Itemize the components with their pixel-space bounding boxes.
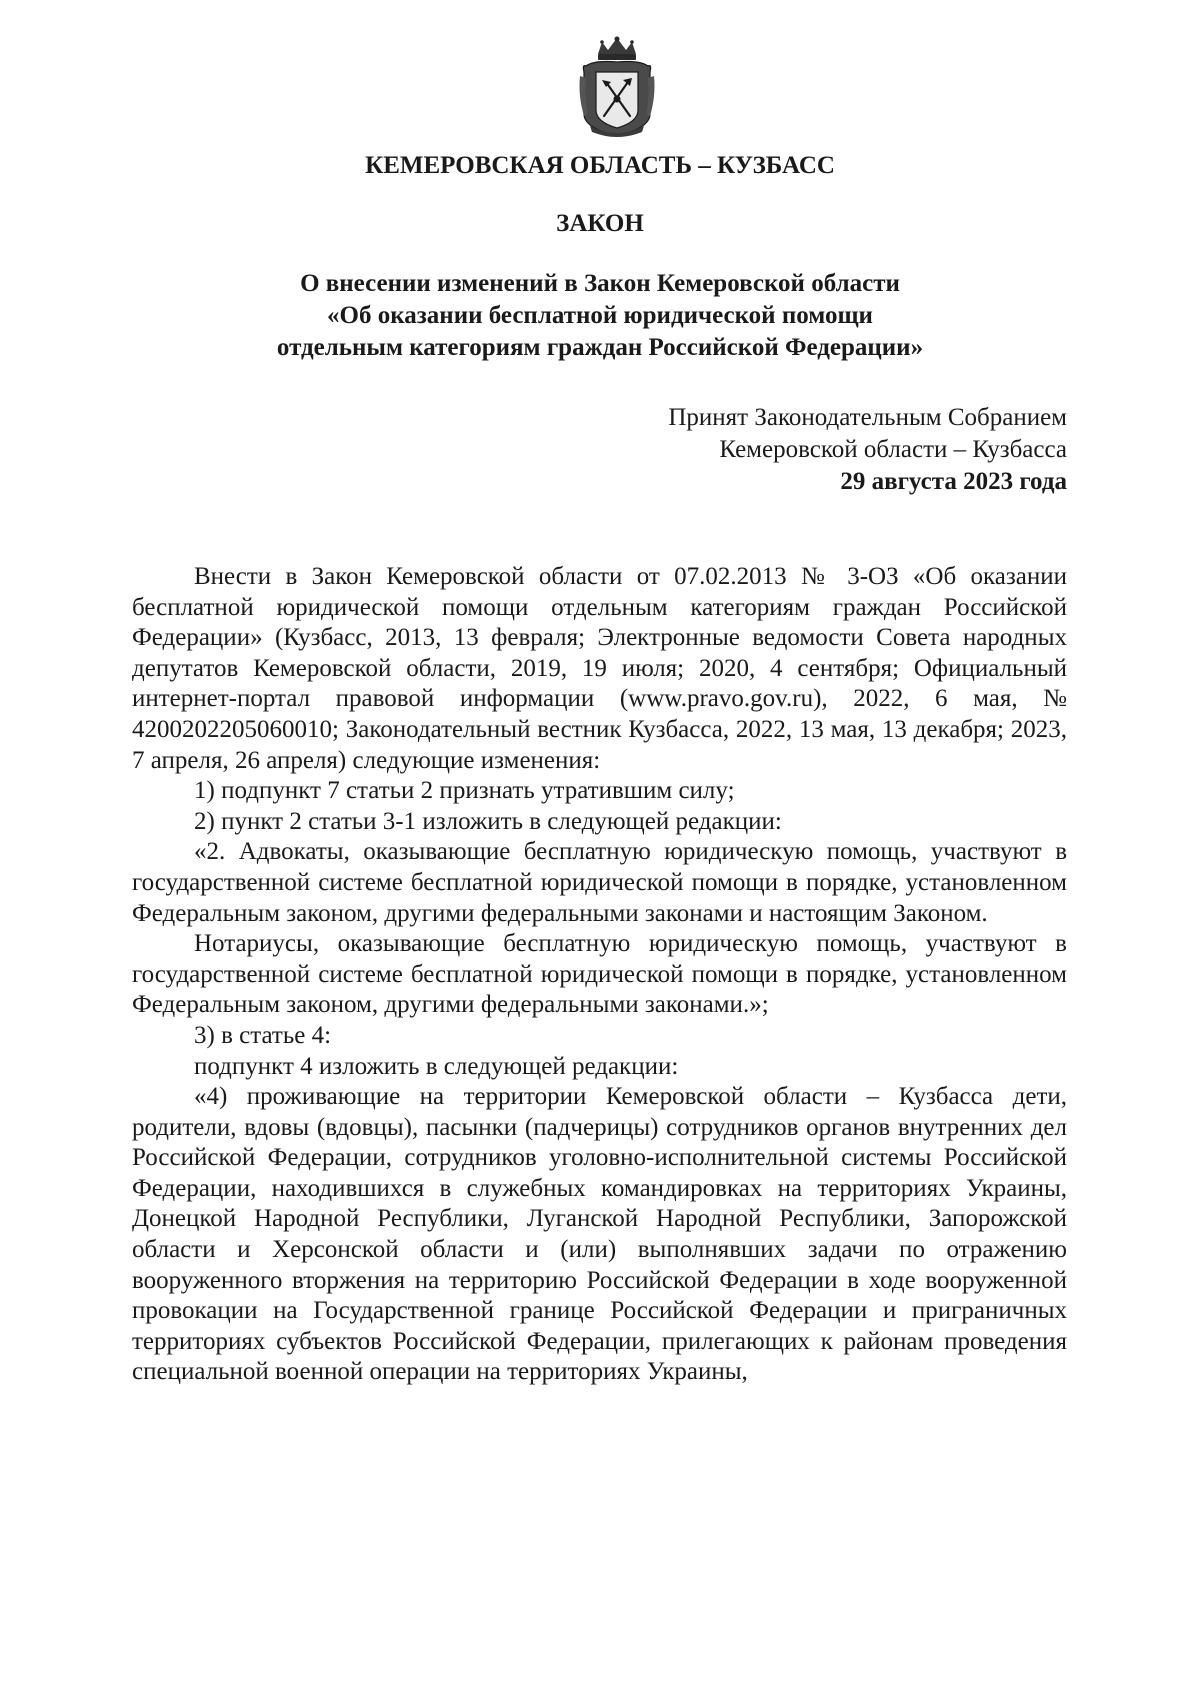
body-paragraph-item-3: 3) в статье 4: [194,1021,332,1049]
body-paragraph-notaries: Нотариусы, оказывающие бесплатную юридическую помощь, участвуют в государственной системе бесплатной юридической помощи в порядке, установленном Федеральным законом, другими федеральными законами.»; [132,930,1067,1019]
coat-of-arms-icon [578,36,656,140]
body-paragraph-subitem-4-intro: подпункт 4 изложить в следующей редакции: [194,1052,679,1080]
body-paragraph-item-1: 1) подпункт 7 статьи 2 признать утратившим силу; [194,777,735,805]
adoption-date: 29 августа 2023 года [840,468,1067,495]
document-type-heading: ЗАКОН [556,210,644,237]
body-paragraph-advocates: «2. Адвокаты, оказывающие бесплатную юридическую помощь, участвуют в государственной системе бесплатной юридической помощи в порядке, установленном Федеральным законом, другими федеральными законами и настоящим Законом. [132,838,1067,927]
law-title [0,268,1200,364]
law-title-line-1: О внесении изменений в Закон Кемеровской области [300,270,900,297]
law-title-line-3: отдельным категориям граждан Российской Федерации» [276,334,924,361]
adoption-line-1: Принят Законодательным Собранием [668,404,1067,431]
law-title-line-2: «Об оказании бесплатной юридической помощи [327,302,873,329]
region-heading: КЕМЕРОВСКАЯ ОБЛАСТЬ – КУЗБАСС [365,152,835,179]
body-paragraph-subitem-4: «4) проживающие на территории Кемеровской области – Кузбасса дети, родители, вдовы (вдовцы), пасынки (падчерицы) сотрудников органов внутренних дел Российской Федерации, сотрудников уголовно-исполнительной системы Российской Федерации, находившихся в служебных командировках на территориях Украины, Донецкой Народной Республики, Луганской Народной Республики, Запорожской области и Херсонской области и (или) выполнявших задачи по отражению вооруженного вторжения на территорию Российской Федерации в ходе вооруженной провокации на Государственной границе Российской Федерации и приграничных территориях субъектов Российской Федерации, прилегающих к районам проведения специальной военной операции на территориях Украины, [132,1083,1067,1386]
body-paragraph-intro: Внести в Закон Кемеровской области от 07.02.2013 № 3-ОЗ «Об оказании бесплатной юридической помощи отдельным категориям граждан Российской Федерации» (Кузбасс, 2013, 13 февраля; Электронные ведомости Совета народных депутатов Кемеровской области, 2019, 19 июля; 2020, 4 сентября; Официальный интернет-портал правовой информации (www.pravo.gov.ru), 2022, 6 мая, № 4200202205060010; Законодательный вестник Кузбасса, 2022, 13 мая, 13 декабря; 2023, 7 апреля, 26 апреля) следующие изменения: [132,563,1067,774]
adoption-line-2: Кемеровской области – Кузбасса [719,436,1067,463]
body-paragraph-item-2: 2) пункт 2 статьи 3-1 изложить в следующей редакции: [194,807,782,835]
law-body [132,562,1067,1388]
adoption-block [668,402,1067,498]
